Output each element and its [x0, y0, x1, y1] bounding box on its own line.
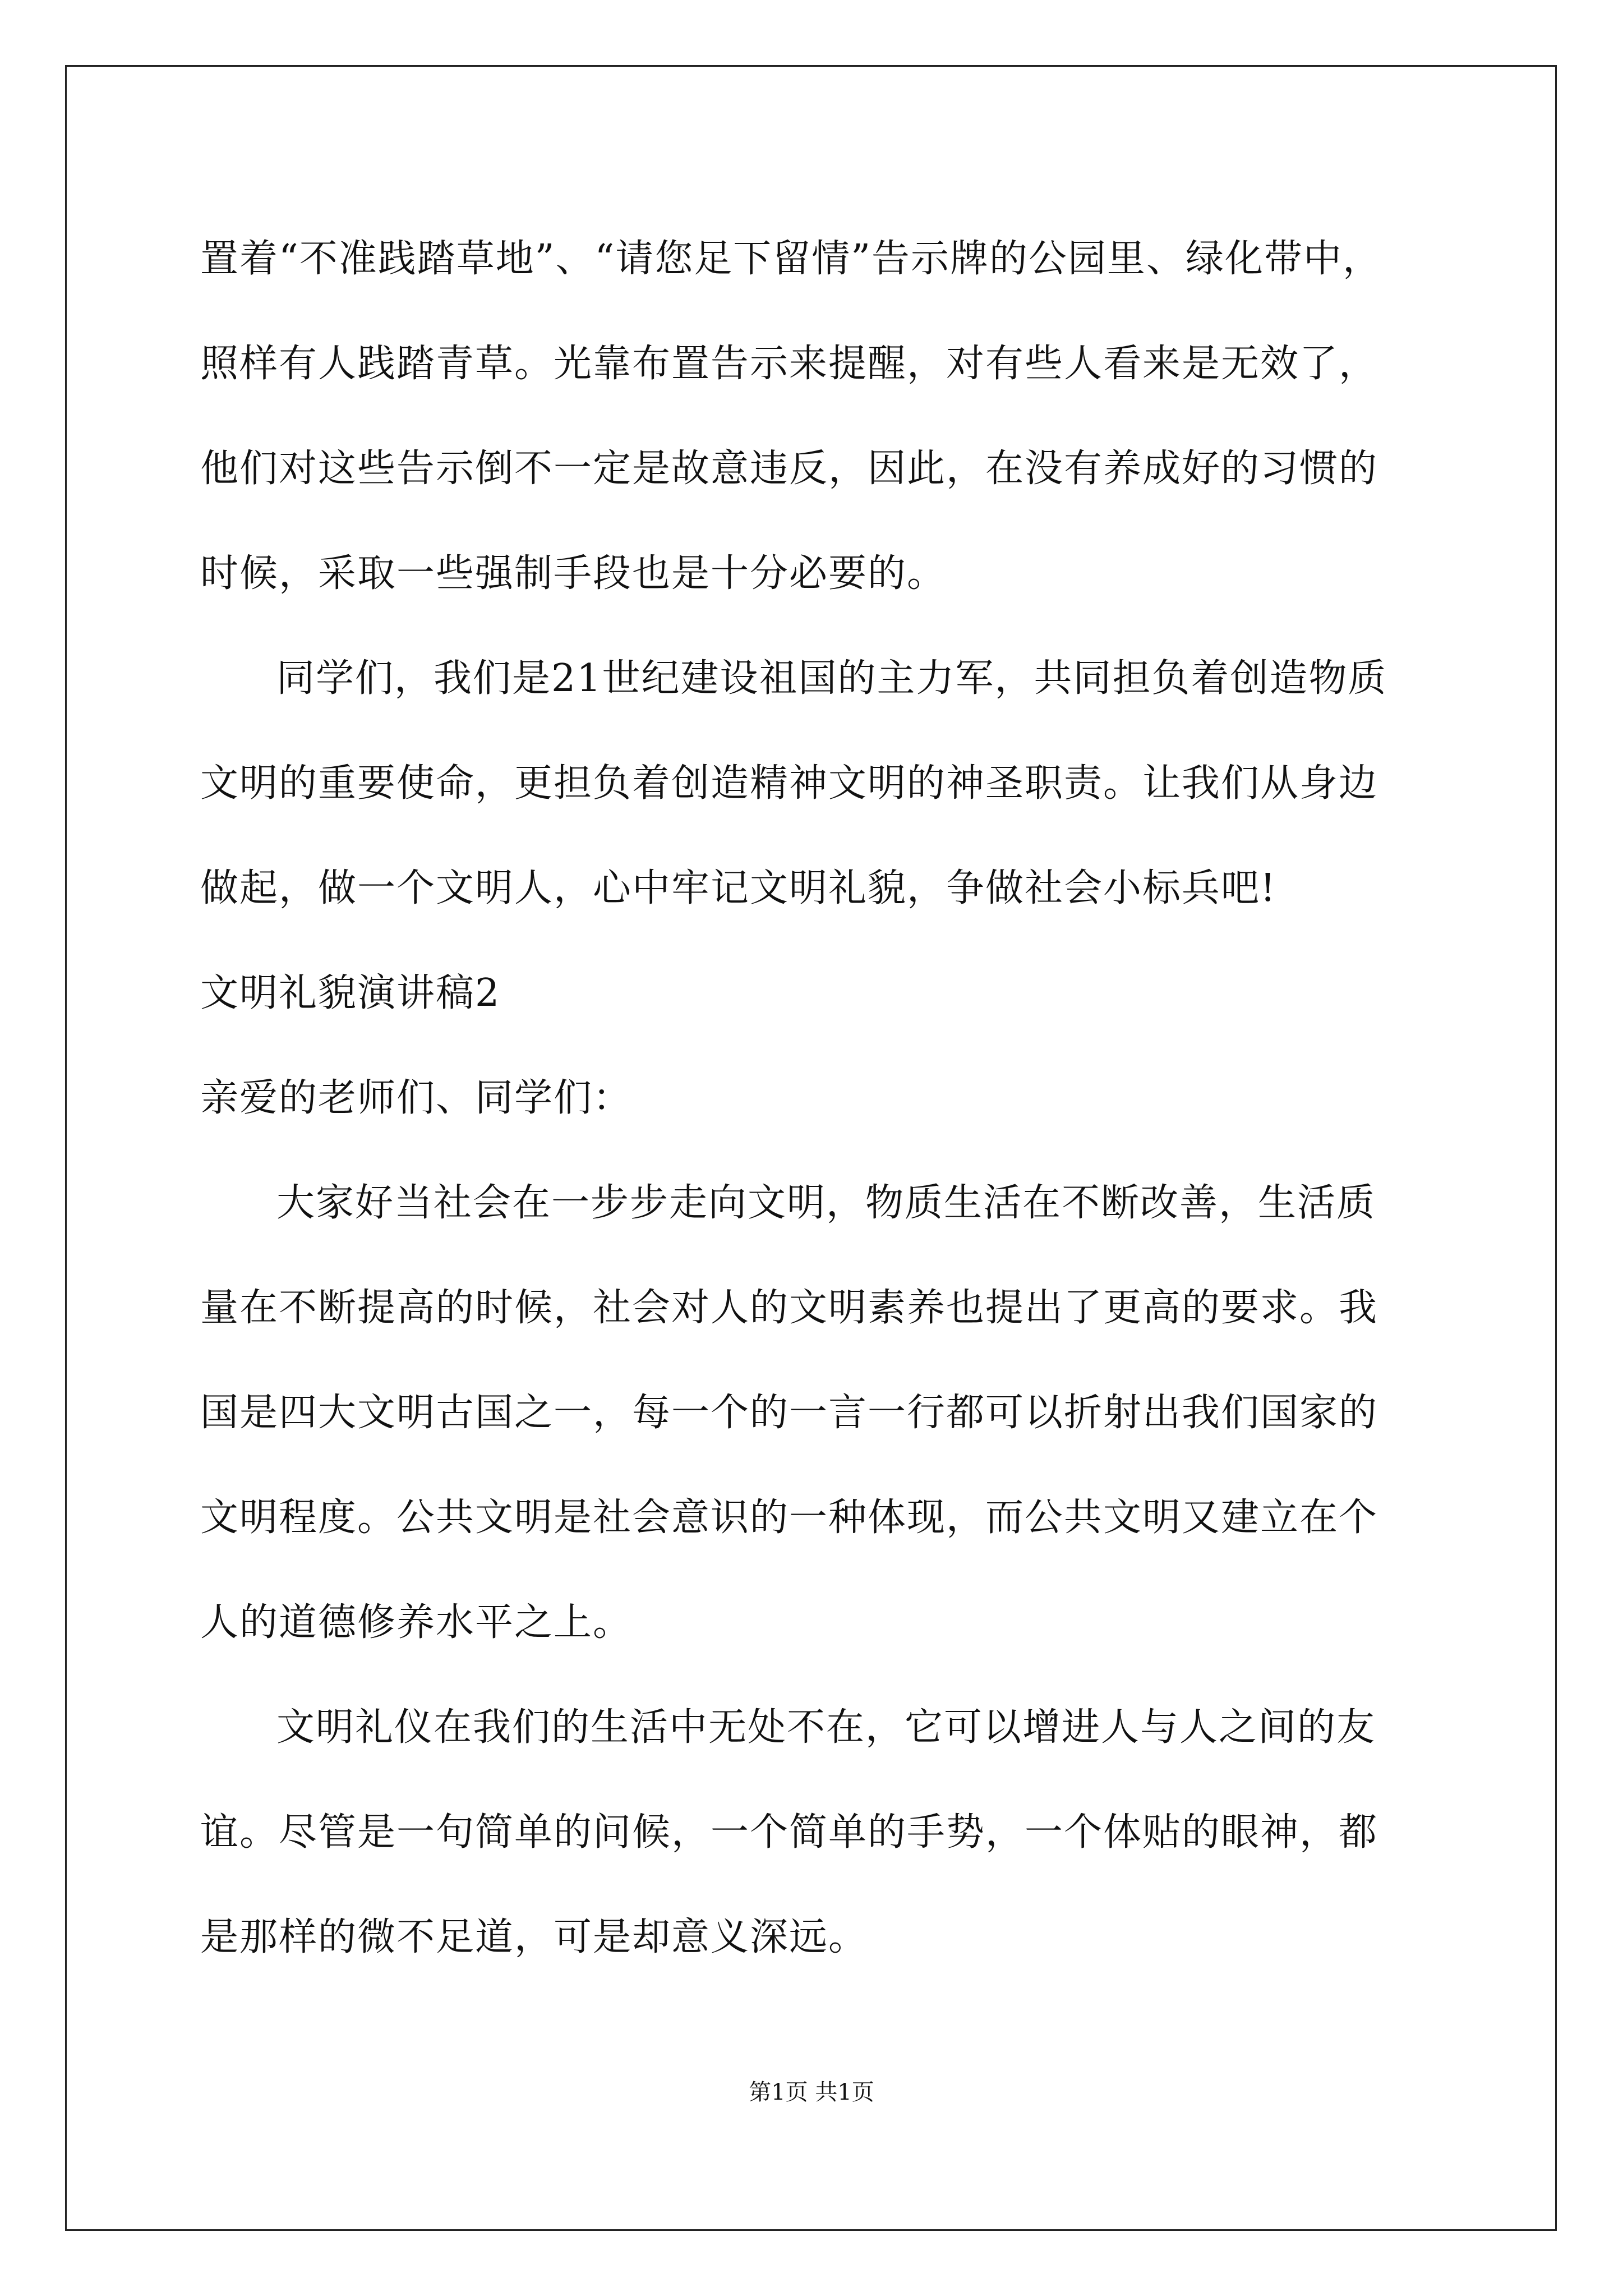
text-line: 做起，做一个文明人，心中牢记文明礼貌，争做社会小标兵吧! [200, 866, 1277, 910]
text-line: 谊。尽管是一句简单的问候，一个简单的手势，一个体贴的眼神，都 [200, 1810, 1378, 1855]
paragraph-classmates [200, 626, 1423, 941]
text-line: 时候，采取一些强制手段也是十分必要的。 [200, 551, 947, 596]
text-line: 他们对这些告示倒不一定是故意违反，因此，在没有养成好的习惯的 [200, 447, 1378, 491]
text-line: 国是四大文明古国之一，每一个的一言一行都可以折射出我们国家的 [200, 1391, 1378, 1435]
section-title: 文明礼貌演讲稿2 [200, 971, 501, 1015]
salutation: 亲爱的老师们、同学们： [200, 1076, 633, 1120]
paragraph-etiquette [200, 1675, 1423, 1990]
paragraph-intro [200, 1151, 1423, 1675]
text-line: 大家好当社会在一步步走向文明，物质生活在不断改善，生活质 [276, 1181, 1376, 1225]
text-line: 文明礼仪在我们的生活中无处不在，它可以增进人与人之间的友 [276, 1705, 1376, 1750]
text-line: 同学们，我们是21世纪建设祖国的主力军，共同担负着创造物质 [276, 656, 1387, 701]
text-line: 量在不断提高的时候，社会对人的文明素养也提出了更高的要求。我 [200, 1286, 1378, 1330]
text-line: 人的道德修养水平之上。 [200, 1600, 633, 1645]
text-line: 文明程度。公共文明是社会意识的一种体现，而公共文明又建立在个 [200, 1496, 1378, 1540]
text-line: 照样有人践踏青草。光靠布置告示来提醒，对有些人看来是无效了， [200, 342, 1378, 386]
page-number-footer: 第1页 共1页 [749, 2079, 874, 2105]
document-body [200, 206, 1423, 1990]
text-line: 文明的重要使命，更担负着创造精神文明的神圣职责。让我们从身边 [200, 761, 1378, 806]
text-line: 置着“不准践踏草地”、“请您足下留情”告示牌的公园里、绿化带中， [200, 237, 1382, 281]
paragraph-continued [200, 206, 1423, 626]
text-line: 是那样的微不足道，可是却意义深远。 [200, 1915, 868, 1959]
